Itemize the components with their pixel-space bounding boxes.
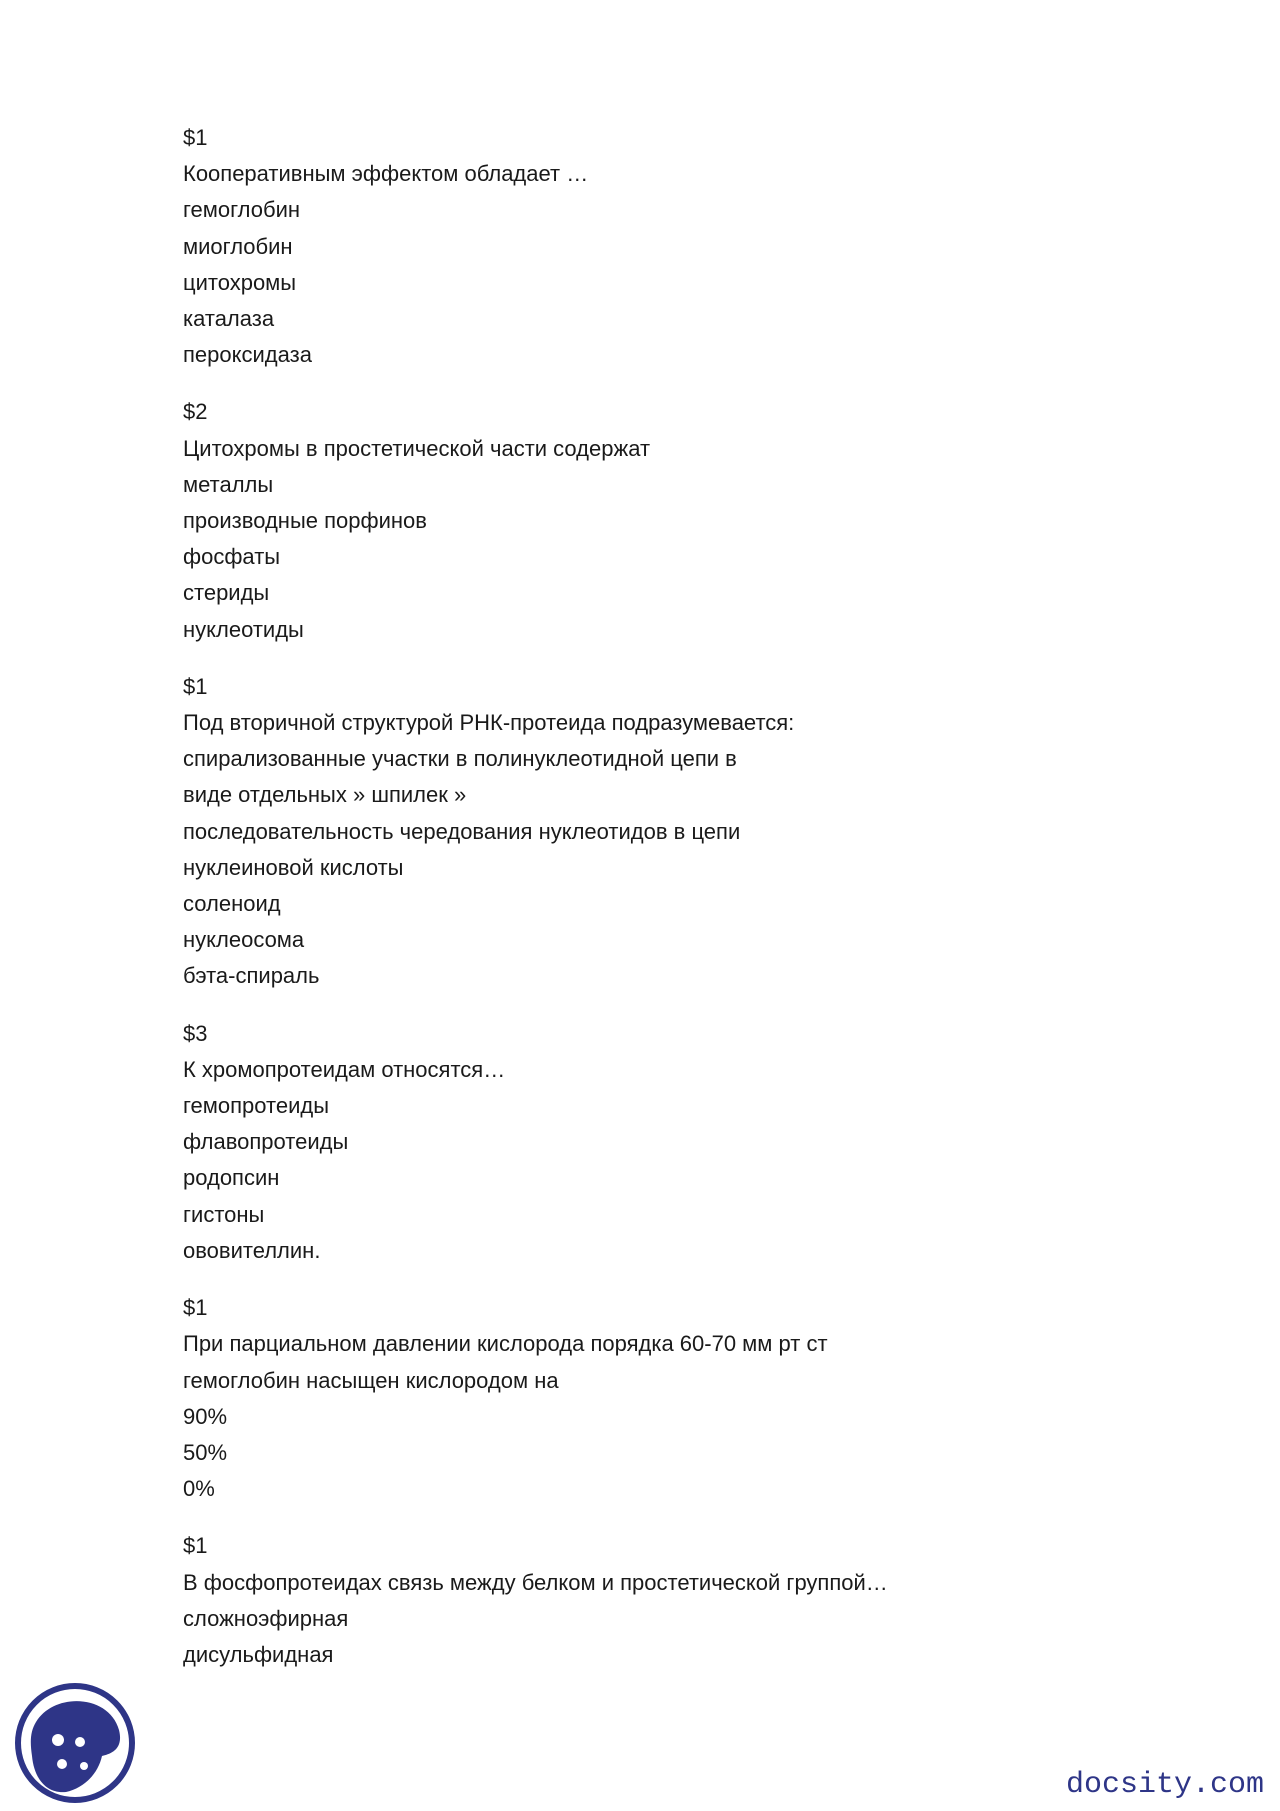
question-block (183, 1290, 1183, 1507)
answer-option: спирализованные участки в полинуклеотидной цепи в (183, 746, 737, 772)
answer-option: дисульфидная (183, 1641, 334, 1667)
answer-option: пероксидаза (183, 342, 312, 368)
answer-option: миоглобин (183, 233, 293, 259)
answer-option: бэта-спираль (183, 963, 320, 989)
answer-option: соленоид (183, 891, 281, 917)
answer-option: 50% (183, 1439, 228, 1465)
question-tag: $1 (183, 1533, 208, 1559)
answer-option: виде отдельных » шпилек » (183, 782, 467, 808)
question-text: К хромопротеидам относятся… (183, 1056, 506, 1082)
document-body (183, 120, 1183, 1694)
answer-option: нуклеиновой кислоты (183, 854, 404, 880)
answer-option: нуклеотиды (183, 616, 304, 642)
answer-option: металлы (183, 471, 274, 497)
answer-option: флавопротеиды (183, 1129, 349, 1155)
answer-option: каталаза (183, 306, 275, 332)
question-text: гемоглобин насыщен кислородом на (183, 1367, 559, 1393)
answer-option: гемоглобин (183, 197, 301, 223)
brand-wordmark[interactable]: docsity.com (1065, 1768, 1264, 1802)
answer-option: 0% (183, 1476, 215, 1502)
answer-option: последовательность чередования нуклеотидов в цепи (183, 818, 741, 844)
question-tag: $2 (183, 399, 208, 425)
question-block (183, 669, 1183, 995)
answer-option: стериды (183, 580, 270, 606)
question-tag: $1 (183, 125, 208, 150)
answer-option: фосфаты (183, 544, 281, 570)
question-text: При парциальном давлении кислорода порядка 60-70 мм рт ст (183, 1331, 828, 1357)
docsity-logo-icon[interactable] (14, 1682, 136, 1804)
answer-option: гемопротеиды (183, 1093, 330, 1119)
question-text: Цитохромы в простетической части содержат (183, 435, 651, 461)
answer-option: 90% (183, 1403, 228, 1429)
question-block (183, 1528, 1183, 1673)
answer-option: гистоны (183, 1201, 265, 1227)
answer-option: производные порфинов (183, 508, 427, 534)
question-tag: $1 (183, 673, 208, 699)
answer-option: сложноэфирная (183, 1605, 349, 1631)
answer-option: нуклеосома (183, 927, 305, 953)
answer-option: родопсин (183, 1165, 280, 1191)
question-text: Под вторичной структурой РНК-протеида подразумевается: (183, 710, 795, 736)
question-block (183, 1016, 1183, 1269)
question-block (183, 394, 1183, 647)
question-block (183, 120, 1183, 373)
question-text: В фосфопротеидах связь между белком и простетической группой… (183, 1569, 888, 1595)
question-tag: $1 (183, 1295, 208, 1321)
question-text: Кооперативным эффектом обладает … (183, 161, 589, 187)
answer-option: ововителлин. (183, 1237, 321, 1263)
question-tag: $3 (183, 1020, 208, 1046)
answer-option: цитохромы (183, 269, 297, 295)
